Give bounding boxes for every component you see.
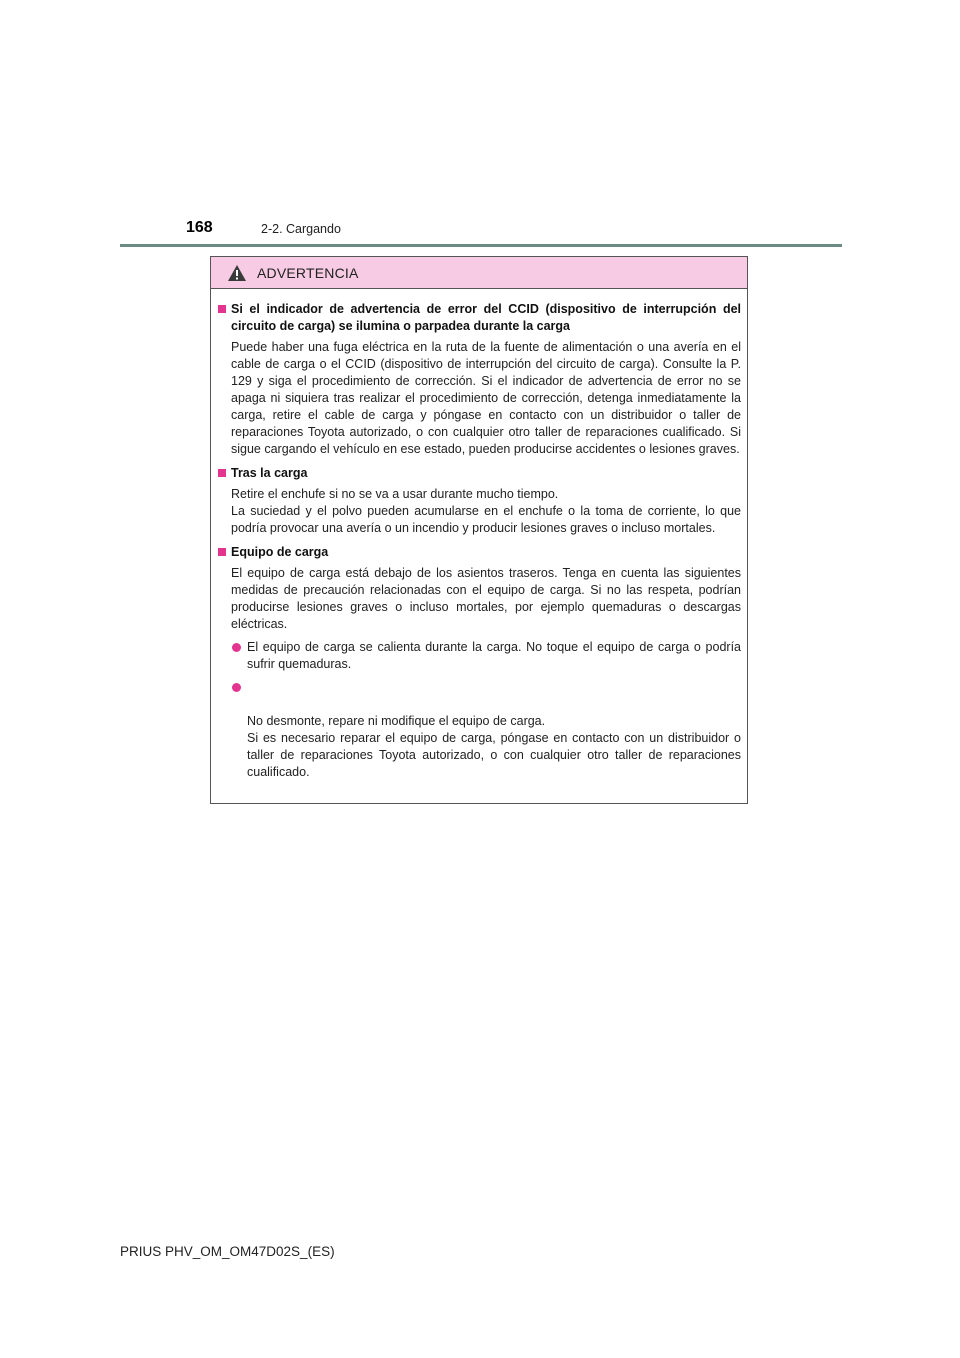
item-heading [217, 301, 741, 335]
page-number: 168 [186, 219, 213, 236]
section-title: 2-2. Cargando [261, 222, 341, 236]
item-paragraph: Retire el enchufe si no se va a usar durante mucho tiempo. [231, 487, 559, 501]
sub-item-text: No desmonte, repare ni modifique el equipo de carga. Si es necesario reparar el equipo de carga, póngase en contacto con un distribuidor o taller de reparaciones Toyota autorizado, o con cualquier otro taller de reparaciones cualificado. [247, 714, 741, 779]
round-bullet-icon [232, 643, 241, 652]
item-heading [217, 544, 741, 561]
warning-body [211, 289, 747, 781]
item-heading [217, 465, 741, 482]
warning-item-charging-equipment [217, 544, 741, 781]
document-id: PRIUS PHV_OM_OM47D02S_(ES) [120, 1244, 335, 1259]
warning-triangle-icon [227, 264, 247, 282]
warning-title: ADVERTENCIA [257, 264, 359, 281]
round-bullet-icon [232, 683, 241, 692]
square-bullet-icon [218, 305, 226, 313]
square-bullet-icon [218, 548, 226, 556]
item-heading-text: Equipo de carga [231, 545, 329, 559]
item-paragraph: Puede haber una fuga eléctrica en la ruta de la fuente de alimentación o una avería en el cable de carga o el CCID (dispositivo de interrupción del circuito de carga). Consulte la P. 129 y siga el procedimiento de corrección. Si el indicador de advertencia de error no se apaga ni siquiera tras realizar el procedimiento de corrección, detenga inmediatamente la carga, retire el cable de carga y póngase en contacto con un distribuidor o taller de reparaciones Toyota autorizado, o con cualquier otro taller de reparaciones cualificado. Si sigue cargando el vehículo en ese estado, pueden producirse accidentes o lesiones graves. [231, 340, 741, 456]
item-paragraph: La suciedad y el polvo pueden acumularse en el enchufe o la toma de corriente, lo que podría provocar una avería o un incendio y producir lesiones graves o incluso mortales. [231, 504, 741, 535]
sub-item [217, 679, 741, 781]
warning-item-ccid [217, 301, 741, 458]
item-heading-text: Si el indicador de advertencia de error del CCID (dispositivo de interrupción del circuito de carga) se ilumina o parpadea durante la carga [231, 302, 741, 333]
warning-header [211, 257, 747, 289]
sub-item-text: El equipo de carga se calienta durante la carga. No toque el equipo de carga o podría sufrir quemaduras. [247, 640, 741, 671]
warning-item-after-charging [217, 465, 741, 537]
item-heading-text: Tras la carga [231, 466, 308, 480]
header-divider [120, 244, 842, 247]
square-bullet-icon [218, 469, 226, 477]
item-paragraph: El equipo de carga está debajo de los asientos traseros. Tenga en cuenta las siguientes medidas de precaución relacionadas con el equipo de carga. Si no las respeta, podrían producirse lesiones graves o incluso mortales, por ejemplo quemaduras o descargas eléctricas. [231, 566, 741, 631]
warning-box [210, 256, 748, 804]
sub-item [217, 639, 741, 673]
